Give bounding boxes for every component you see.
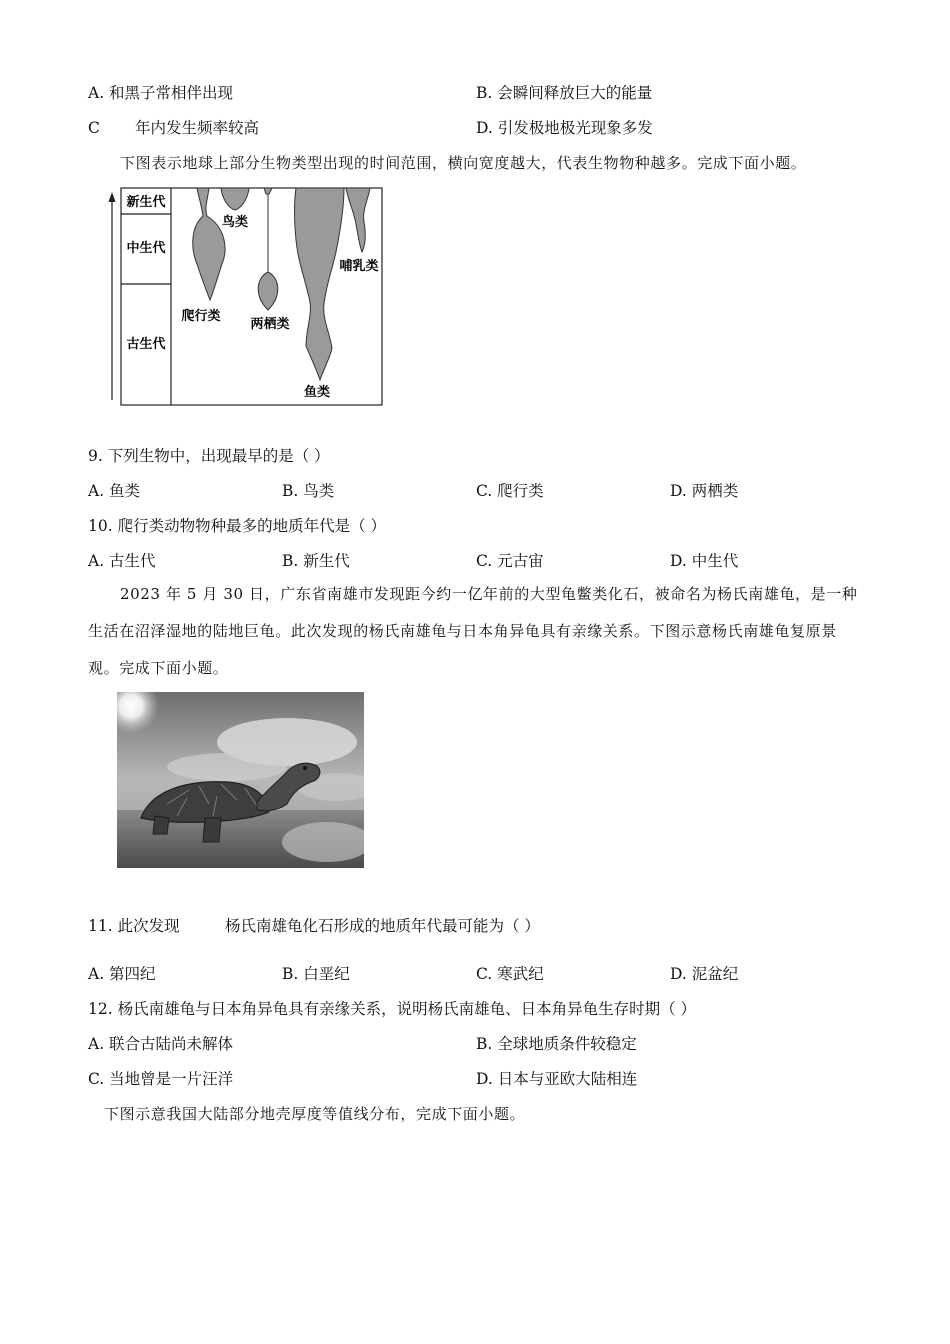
q9-option-d: D. 两栖类 — [670, 482, 739, 500]
q9-stem: 9. 下列生物中，出现最早的是（ ） — [88, 447, 330, 465]
label-fish: 鱼类 — [303, 384, 331, 399]
q10-stem: 10. 爬行类动物物种最多的地质年代是（ ） — [88, 517, 387, 535]
prev-option-c-text: 年内发生频率较高 — [135, 119, 260, 137]
q12-option-a: A. 联合古陆尚未解体 — [88, 1035, 234, 1053]
time-arrow-head — [109, 192, 116, 202]
q10-option-a: A. 古生代 — [88, 552, 156, 570]
q11-stem-part2: 杨氏南雄龟化石形成的地质年代最可能为（ ） — [225, 917, 540, 935]
q11-option-b: B. 白垩纪 — [282, 965, 350, 983]
q9-option-b: B. 鸟类 — [282, 482, 335, 500]
q10-option-d: D. 中生代 — [670, 552, 739, 570]
label-reptile: 爬行类 — [181, 308, 221, 323]
q11-option-a: A. 第四纪 — [88, 965, 156, 983]
amphibian-shape — [258, 272, 278, 310]
q11-option-c: C. 寒武纪 — [476, 965, 544, 983]
turtle-reconstruction-image — [117, 692, 364, 868]
prev-option-a: A. 和黑子常相伴出现 — [88, 84, 234, 102]
q11-stem-part1: 11. 此次发现 — [88, 917, 180, 935]
reptile-shape — [193, 188, 225, 300]
era-paleozoic: 古生代 — [126, 336, 166, 351]
q12-option-b: B. 全球地质条件较稳定 — [476, 1035, 637, 1053]
q10-option-b: B. 新生代 — [282, 552, 350, 570]
prev-option-b: B. 会瞬间释放巨大的能量 — [476, 84, 653, 102]
q10-option-c: C. 元古宙 — [476, 552, 544, 570]
q11-option-d: D. 泥盆纪 — [670, 965, 739, 983]
label-mammal: 哺乳类 — [339, 258, 379, 273]
q9-option-c: C. 爬行类 — [476, 482, 544, 500]
cloud-2 — [167, 753, 287, 781]
fish-shape — [295, 188, 345, 380]
evolution-chart — [104, 186, 389, 408]
era-cenozoic: 新生代 — [126, 194, 166, 209]
prev-option-d: D. 引发极地极光现象多发 — [476, 119, 653, 137]
figure3-intro: 下图示意我国大陆部分地壳厚度等值线分布，完成下面小题。 — [104, 1105, 526, 1123]
figure1-intro: 下图表示地球上部分生物类型出现的时间范围，横向宽度越大，代表生物物种越多。完成下面小题。 — [120, 154, 807, 172]
q12-option-c: C. 当地曾是一片汪洋 — [88, 1070, 234, 1088]
q12-stem: 12. 杨氏南雄龟与日本角异龟具有亲缘关系，说明杨氏南雄龟、日本角异龟生存时期（ ） — [88, 1000, 697, 1018]
turtle-back-leg — [153, 816, 169, 834]
amphibian-top-shape — [264, 188, 272, 194]
passage2-text: 2023 年 5 月 30 日，广东省南雄市发现距今约一亿年前的大型龟鳖类化石，被命名为杨氏南雄龟，是一种生活在沼泽湿地的陆地巨龟。此次发现的杨氏南雄龟与日本角异龟具有亲缘关系。下图示意杨氏南雄龟复原景观。完成下面小题。 — [88, 585, 858, 677]
q9-option-a: A. 鱼类 — [88, 482, 141, 500]
mammal-shape — [346, 188, 370, 252]
prev-option-c: C — [88, 119, 100, 137]
q12-option-d: D. 日本与亚欧大陆相连 — [476, 1070, 638, 1088]
turtle-front-leg — [203, 818, 221, 842]
turtle-eye — [303, 766, 307, 770]
era-mesozoic: 中生代 — [126, 240, 166, 255]
label-bird: 鸟类 — [221, 214, 249, 229]
label-amphibian: 两栖类 — [250, 316, 290, 331]
chart-frame — [121, 188, 382, 405]
bird-shape — [221, 188, 249, 210]
